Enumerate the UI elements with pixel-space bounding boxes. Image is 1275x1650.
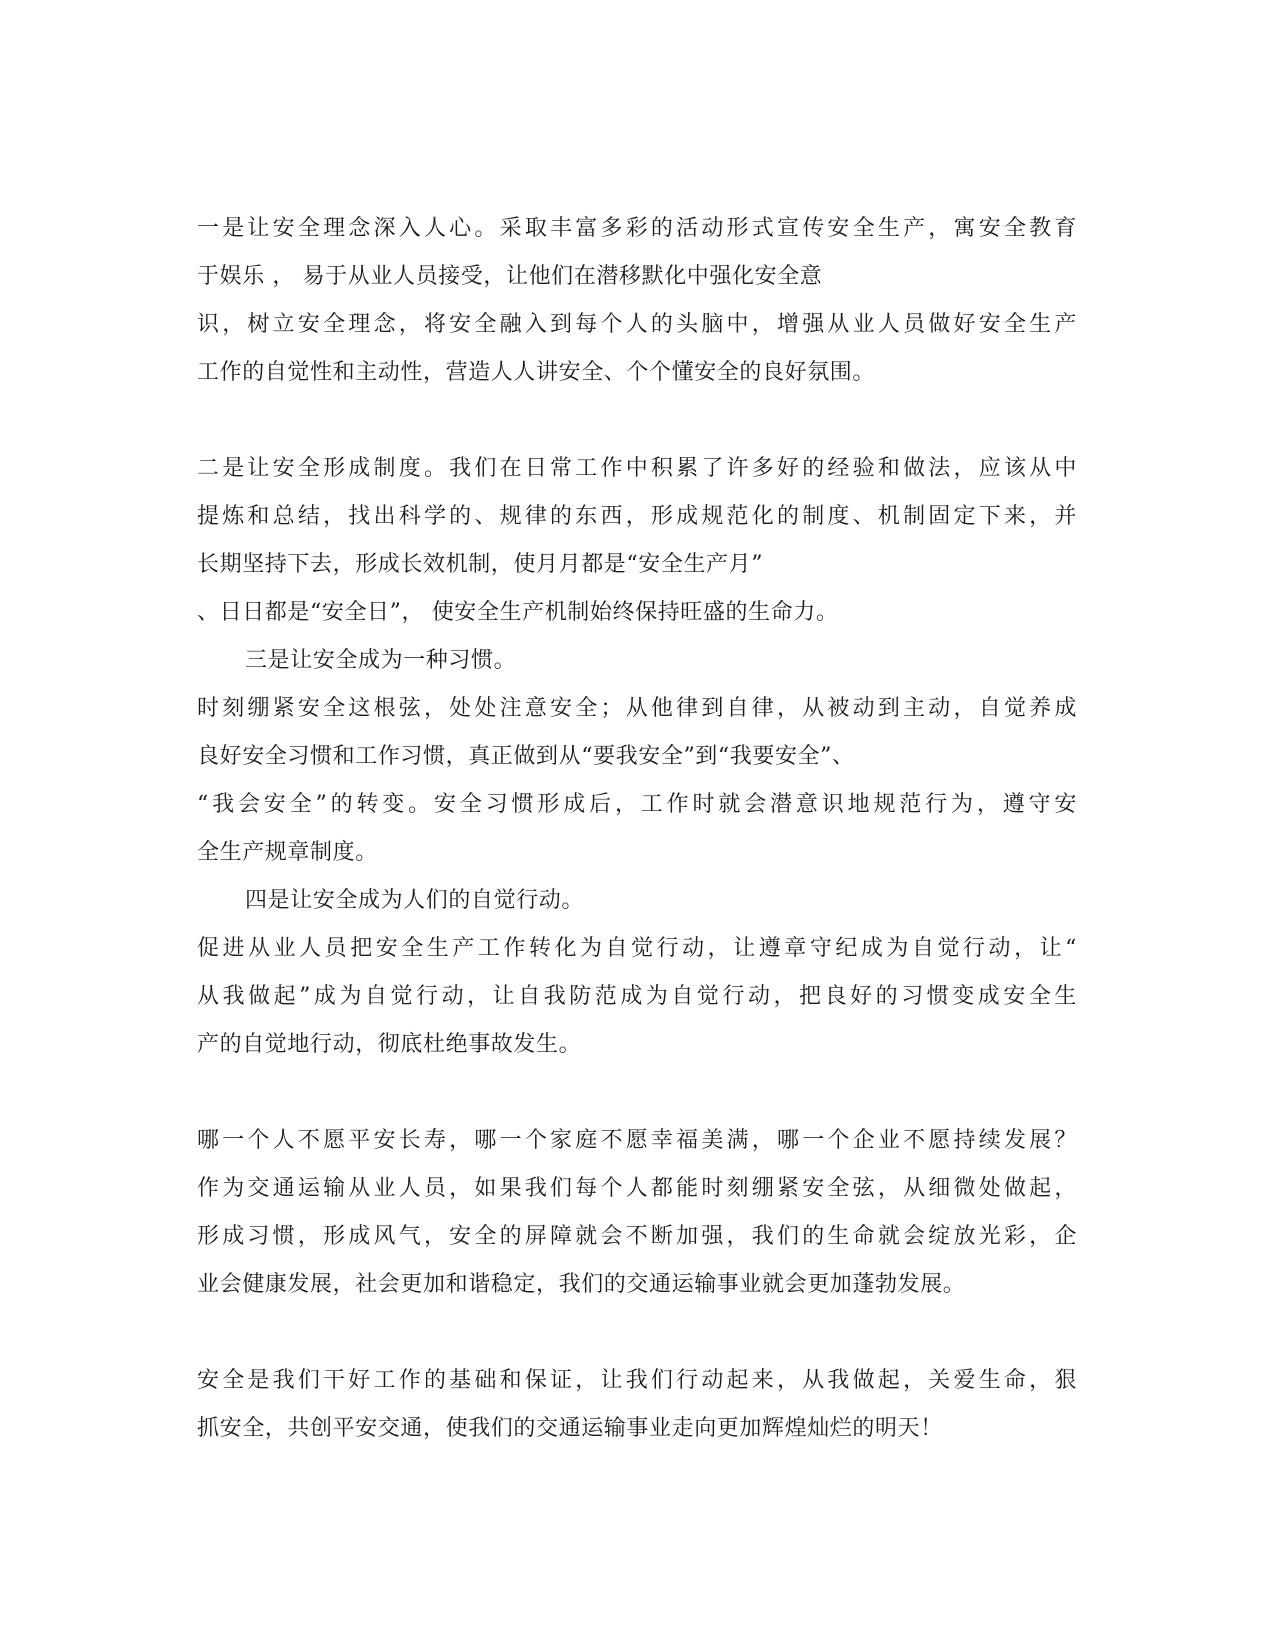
paragraph-gap [197,1309,1077,1357]
text-line: 工作的自觉性和主动性，营造人人讲安全、个个懂安全的良好氛围。 [197,360,876,385]
paragraph-gap [197,1069,1077,1117]
text-line: 长期坚持下去，形成长效机制，使月月都是“安全生产月” [197,552,764,577]
text-line: 、日日都是“安全日”， 使安全生产机制始终保持旺盛的生命力。 [197,600,839,625]
text-line: 产的自觉地行动，彻底杜绝事故发生。 [197,1032,582,1057]
text-line: “我会安全”的转变。安全习惯形成后，工作时就会潜意识地规范行为，遵守安 [197,792,1077,817]
text-line: 时刻绷紧安全这根弦，处处注意安全；从他律到自律，从被动到主动，自觉养成 [197,696,1077,721]
text-line: 一是让安全理念深入人心。采取丰富多彩的活动形式宣传安全生产，寓安全教育 [197,216,1077,241]
paragraph-gap [197,397,1077,445]
text-line: 良好安全习惯和工作习惯，真正做到从“要我安全”到“我要安全”、 [197,744,855,769]
text-line: 全生产规章制度。 [197,840,378,865]
text-line: 二是让安全形成制度。我们在日常工作中积累了许多好的经验和做法，应该从中 [197,456,1077,481]
text-line: 提炼和总结，找出科学的、规律的东西，形成规范化的制度、机制固定下来，并 [197,504,1077,529]
text-line: 于娱乐 ， 易于从业人员接受，让他们在潜移默化中强化安全意 [197,264,823,289]
document-body [197,205,1077,1453]
paragraph-call-to-action [197,1357,1077,1453]
text-line: 促进从业人员把安全生产工作转化为自觉行动，让遵章守纪成为自觉行动，让“ [197,936,1077,961]
paragraph-safety-system [197,445,1077,637]
paragraph-safety-concept [197,205,1077,397]
text-line: 安全是我们干好工作的基础和保证，让我们行动起来，从我做起，关爱生命，狠 [197,1368,1077,1393]
paragraph-closing-reflection [197,1117,1077,1309]
paragraph-safety-action [197,877,1077,1069]
paragraph-safety-habit [197,637,1077,877]
text-line: 抓安全，共创平安交通，使我们的交通运输事业走向更加辉煌灿烂的明天！ [197,1416,943,1441]
section-heading: 三是让安全成为一种习惯。 [245,648,517,673]
text-line: 作为交通运输从业人员，如果我们每个人都能时刻绷紧安全弦，从细微处做起， [197,1176,1077,1201]
text-line: 从我做起”成为自觉行动，让自我防范成为自觉行动，把良好的习惯变成安全生 [197,984,1077,1009]
text-line: 形成习惯，形成风气，安全的屏障就会不断加强，我们的生命就会绽放光彩，企 [197,1224,1077,1249]
text-line: 哪一个人不愿平安长寿，哪一个家庭不愿幸福美满，哪一个企业不愿持续发展？ [197,1128,1077,1153]
text-line: 业会健康发展，社会更加和谐稳定，我们的交通运输事业就会更加蓬勃发展。 [197,1272,966,1297]
section-heading: 四是让安全成为人们的自觉行动。 [245,888,585,913]
text-line: 识，树立安全理念，将安全融入到每个人的头脑中，增强从业人员做好安全生产 [197,312,1077,337]
